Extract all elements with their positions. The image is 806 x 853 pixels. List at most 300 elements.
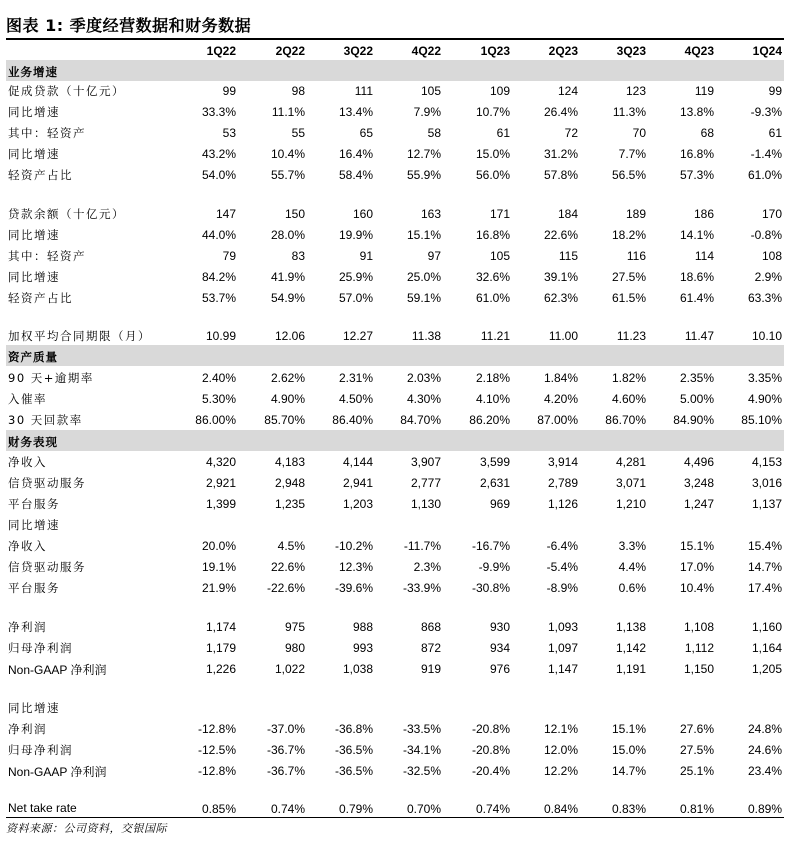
table-cell: 4,320 — [205, 455, 236, 469]
table-cell: 4.20% — [543, 392, 578, 406]
table-cell: 61.4% — [679, 291, 714, 305]
table-cell: 114 — [694, 249, 714, 263]
row-label: 净收入 — [8, 539, 47, 553]
table-cell: 976 — [489, 662, 510, 676]
table-cell: 16.4% — [338, 147, 373, 161]
table-cell: -34.1% — [402, 743, 441, 757]
table-cell: 98 — [291, 84, 305, 98]
table-cell: 26.4% — [543, 105, 578, 119]
table-cell: 3,907 — [410, 455, 441, 469]
table-cell: -12.8% — [197, 764, 236, 778]
row-label: Non-GAAP 净利润 — [8, 765, 107, 779]
table-cell: 147 — [215, 207, 236, 221]
table-cell: 59.1% — [406, 291, 441, 305]
table-cell: 15.0% — [611, 743, 646, 757]
table-cell: 86.00% — [195, 413, 236, 427]
table-cell: 14.7% — [611, 764, 646, 778]
table-cell: 18.2% — [611, 228, 646, 242]
table-cell: 4.4% — [618, 560, 646, 574]
table-row — [6, 143, 784, 164]
table-cell: 0.83% — [611, 802, 646, 816]
table-cell: -20.4% — [471, 764, 510, 778]
table-cell: 4.10% — [475, 392, 510, 406]
table-cell: 12.0% — [543, 743, 578, 757]
table-cell: 1,138 — [615, 620, 646, 634]
table-row — [6, 80, 784, 101]
table-cell: 1,179 — [205, 641, 236, 655]
table-cell: 54.0% — [201, 168, 236, 182]
table-cell: 72 — [564, 126, 578, 140]
section-header — [6, 60, 784, 81]
table-cell: 3,914 — [547, 455, 578, 469]
table-cell: 1.84% — [543, 371, 578, 385]
table-cell: 1,235 — [274, 497, 305, 511]
table-row — [6, 616, 784, 637]
table-cell: 12.7% — [406, 147, 441, 161]
row-label: 同比增速 — [8, 105, 60, 119]
table-cell: -9.9% — [478, 560, 510, 574]
table-cell: 4,144 — [342, 455, 373, 469]
table-cell: 84.70% — [400, 413, 441, 427]
section-title: 资产质量 — [8, 350, 58, 364]
table-cell: -12.5% — [197, 743, 236, 757]
table-cell: -6.4% — [546, 539, 578, 553]
row-label: 同比增速 — [8, 701, 60, 715]
table-cell: 14.7% — [747, 560, 782, 574]
table-cell: 124 — [557, 84, 578, 98]
row-label: 同比增速 — [8, 147, 60, 161]
table-cell: 97 — [427, 249, 441, 263]
table-cell: 2.9% — [754, 270, 782, 284]
table-row — [6, 577, 784, 598]
table-cell: 61.5% — [611, 291, 646, 305]
table-cell: 86.20% — [469, 413, 510, 427]
column-header-2q22: 2Q22 — [275, 44, 305, 58]
table-cell: 24.8% — [747, 722, 782, 736]
table-cell: 53.7% — [201, 291, 236, 305]
table-cell: 1,142 — [615, 641, 646, 655]
table-row — [6, 556, 784, 577]
table-cell: 15.0% — [475, 147, 510, 161]
table-cell: 39.1% — [543, 270, 578, 284]
table-cell: 43.2% — [201, 147, 236, 161]
table-cell: 12.3% — [338, 560, 373, 574]
table-row — [6, 122, 784, 143]
table-cell: 12.2% — [543, 764, 578, 778]
table-row — [6, 658, 784, 679]
table-row — [6, 493, 784, 514]
table-cell: 25.1% — [679, 764, 714, 778]
table-cell: 1,226 — [205, 662, 236, 676]
table-cell: 15.1% — [611, 722, 646, 736]
table-cell: 84.90% — [673, 413, 714, 427]
table-cell: 10.4% — [679, 581, 714, 595]
table-cell: 123 — [625, 84, 646, 98]
table-cell: 109 — [489, 84, 510, 98]
table-cell: 14.1% — [679, 228, 714, 242]
row-label: 净收入 — [8, 455, 47, 469]
table-cell: 2.03% — [406, 371, 441, 385]
table-cell: 1,399 — [205, 497, 236, 511]
table-row — [6, 224, 784, 245]
table-cell: 25.0% — [406, 270, 441, 284]
table-cell: 1,147 — [547, 662, 578, 676]
table-cell: 23.4% — [747, 764, 782, 778]
table-cell: 1,022 — [274, 662, 305, 676]
row-label: 30 天回款率 — [8, 413, 83, 427]
table-cell: 61.0% — [475, 291, 510, 305]
table-cell: 56.5% — [611, 168, 646, 182]
table-row — [6, 388, 784, 409]
table-cell: 17.4% — [747, 581, 782, 595]
table-cell: 16.8% — [475, 228, 510, 242]
table-cell: -9.3% — [750, 105, 782, 119]
table-cell: 15.1% — [406, 228, 441, 242]
table-cell: 3.3% — [618, 539, 646, 553]
table-cell: 934 — [489, 641, 510, 655]
table-cell: 0.79% — [338, 802, 373, 816]
table-cell: 2,948 — [274, 476, 305, 490]
table-cell: 2.40% — [201, 371, 236, 385]
table-cell: 44.0% — [201, 228, 236, 242]
table-cell: -33.5% — [402, 722, 441, 736]
table-cell: 11.47 — [684, 329, 714, 343]
section-header — [6, 430, 784, 451]
table-cell: 11.1% — [271, 105, 305, 119]
table-cell: 163 — [420, 207, 441, 221]
table-cell: -30.8% — [471, 581, 510, 595]
table-cell: 61.0% — [747, 168, 782, 182]
table-cell: 170 — [761, 207, 782, 221]
table-cell: -36.8% — [334, 722, 373, 736]
table-cell: 111 — [354, 84, 373, 98]
table-row — [6, 739, 784, 760]
row-label: 归母净利润 — [8, 641, 73, 655]
source-note: 资料来源：公司资料，交银国际 — [6, 822, 167, 835]
row-label: 轻资产占比 — [8, 291, 73, 305]
table-cell: 980 — [284, 641, 305, 655]
table-cell: 4,281 — [615, 455, 646, 469]
table-cell: 2,777 — [410, 476, 441, 490]
table-cell: 4.30% — [406, 392, 441, 406]
row-label: 90 天+逾期率 — [8, 371, 94, 385]
table-cell: -11.7% — [403, 539, 441, 553]
table-cell: 63.3% — [747, 291, 782, 305]
table-cell: -36.7% — [266, 764, 305, 778]
table-cell: 4.5% — [277, 539, 305, 553]
section-header — [6, 345, 784, 366]
table-cell: 99 — [768, 84, 782, 98]
table-cell: 1,130 — [410, 497, 441, 511]
row-label: 其中：轻资产 — [8, 249, 86, 263]
row-label: 信贷驱动服务 — [8, 560, 86, 574]
row-label: 平台服务 — [8, 581, 60, 595]
table-cell: -36.7% — [266, 743, 305, 757]
table-cell: 1,150 — [683, 662, 714, 676]
table-cell: 0.81% — [679, 802, 714, 816]
table-cell: 0.89% — [747, 802, 782, 816]
table-cell: 5.00% — [679, 392, 714, 406]
table-cell: 19.1% — [201, 560, 236, 574]
row-label: 同比增速 — [8, 518, 60, 532]
table-cell: 3,248 — [683, 476, 714, 490]
table-cell: 2,941 — [342, 476, 373, 490]
table-cell: 2.31% — [338, 371, 373, 385]
table-row — [6, 287, 784, 308]
table-cell: 27.5% — [679, 743, 714, 757]
row-label: 同比增速 — [8, 228, 60, 242]
table-cell: -20.8% — [471, 743, 510, 757]
table-cell: -39.6% — [334, 581, 373, 595]
table-row — [6, 472, 784, 493]
table-cell: 55.9% — [406, 168, 441, 182]
table-cell: 22.6% — [543, 228, 578, 242]
table-cell: 1,203 — [342, 497, 373, 511]
table-row — [6, 718, 784, 739]
table-cell: 4,153 — [751, 455, 782, 469]
table-row — [6, 325, 784, 346]
row-label: 其中：轻资产 — [8, 126, 86, 140]
table-cell: 57.8% — [543, 168, 578, 182]
table-row — [6, 203, 784, 224]
table-cell: 0.74% — [475, 802, 510, 816]
table-cell: 87.00% — [537, 413, 578, 427]
table-cell: 1,205 — [751, 662, 782, 676]
table-cell: 2,921 — [205, 476, 236, 490]
table-cell: 116 — [626, 249, 646, 263]
table-cell: 54.9% — [270, 291, 305, 305]
table-cell: 0.74% — [270, 802, 305, 816]
table-cell: 24.6% — [747, 743, 782, 757]
column-header-1q23: 1Q23 — [480, 44, 510, 58]
table-cell: 62.3% — [543, 291, 578, 305]
table-row — [6, 245, 784, 266]
table-cell: 186 — [693, 207, 714, 221]
table-cell: -5.4% — [546, 560, 578, 574]
table-cell: 2.3% — [413, 560, 441, 574]
table-row — [6, 266, 784, 287]
table-cell: 0.70% — [406, 802, 441, 816]
table-cell: 10.4% — [270, 147, 305, 161]
table-row — [6, 409, 784, 430]
table-row — [6, 535, 784, 556]
table-cell: 27.5% — [611, 270, 646, 284]
table-cell: 105 — [489, 249, 510, 263]
table-row — [6, 367, 784, 388]
table-cell: 12.06 — [274, 329, 305, 343]
table-cell: -22.6% — [266, 581, 305, 595]
table-cell: 91 — [359, 249, 373, 263]
table-cell: 85.70% — [264, 413, 305, 427]
row-label: 归母净利润 — [8, 743, 73, 757]
table-cell: 2.18% — [475, 371, 510, 385]
table-cell: 4.90% — [270, 392, 305, 406]
table-cell: 3,016 — [751, 476, 782, 490]
row-label: 净利润 — [8, 722, 47, 736]
table-cell: 10.10 — [751, 329, 782, 343]
table-cell: 1,137 — [751, 497, 782, 511]
table-row — [6, 697, 784, 718]
table-cell: 4,496 — [683, 455, 714, 469]
table-cell: 115 — [558, 249, 578, 263]
table-cell: 1,038 — [342, 662, 373, 676]
table-cell: 56.0% — [475, 168, 510, 182]
table-cell: 86.40% — [332, 413, 373, 427]
table-cell: 83 — [291, 249, 305, 263]
table-cell: 189 — [625, 207, 646, 221]
table-cell: 4.60% — [611, 392, 646, 406]
table-cell: 41.9% — [270, 270, 305, 284]
table-cell: 13.8% — [679, 105, 714, 119]
table-cell: 32.6% — [475, 270, 510, 284]
row-label: 同比增速 — [8, 270, 60, 284]
table-cell: 79 — [222, 249, 236, 263]
table-cell: 27.6% — [679, 722, 714, 736]
table-cell: 108 — [761, 249, 782, 263]
section-title: 业务增速 — [8, 65, 58, 79]
table-cell: 4.50% — [338, 392, 373, 406]
table-row — [6, 637, 784, 658]
table-cell: -36.5% — [334, 764, 373, 778]
table-cell: 5.30% — [201, 392, 236, 406]
table-cell: 58.4% — [338, 168, 373, 182]
table-cell: 99 — [222, 84, 236, 98]
table-cell: 2,631 — [479, 476, 510, 490]
table-cell: 1,191 — [615, 662, 646, 676]
table-cell: -16.7% — [471, 539, 510, 553]
table-cell: 969 — [489, 497, 510, 511]
row-label: Net take rate — [8, 801, 77, 815]
table-cell: 7.9% — [413, 105, 441, 119]
table-cell: 1,126 — [547, 497, 578, 511]
table-cell: 3.35% — [747, 371, 782, 385]
table-cell: 3,599 — [479, 455, 510, 469]
table-row — [6, 514, 784, 535]
table-cell: 4,183 — [274, 455, 305, 469]
table-cell: 1,174 — [205, 620, 236, 634]
table-cell: 975 — [284, 620, 305, 634]
table-cell: 105 — [420, 84, 441, 98]
row-label: Non-GAAP 净利润 — [8, 663, 107, 677]
table-cell: 85.10% — [741, 413, 782, 427]
table-cell: 21.9% — [201, 581, 236, 595]
column-header-4q22: 4Q22 — [411, 44, 441, 58]
table-cell: 58 — [427, 126, 441, 140]
table-cell: 119 — [694, 84, 714, 98]
table-cell: -33.9% — [402, 581, 441, 595]
row-label: 净利润 — [8, 620, 47, 634]
table-cell: 16.8% — [679, 147, 714, 161]
table-cell: 17.0% — [679, 560, 714, 574]
table-cell: 0.84% — [543, 802, 578, 816]
table-cell: 55.7% — [270, 168, 305, 182]
row-label: 促成贷款（十亿元） — [8, 84, 125, 98]
table-cell: 31.2% — [543, 147, 578, 161]
table-cell: 868 — [420, 620, 441, 634]
row-label: 轻资产占比 — [8, 168, 73, 182]
table-cell: 2,789 — [547, 476, 578, 490]
table-cell: 0.85% — [201, 802, 236, 816]
table-cell: 1,093 — [547, 620, 578, 634]
table-cell: 11.38 — [411, 329, 441, 343]
table-cell: 53 — [222, 126, 236, 140]
table-cell: 33.3% — [201, 105, 236, 119]
table-cell: -20.8% — [471, 722, 510, 736]
table-cell: 57.3% — [679, 168, 714, 182]
table-cell: 1,160 — [751, 620, 782, 634]
table-cell: -12.8% — [197, 722, 236, 736]
row-label: 平台服务 — [8, 497, 60, 511]
table-cell: 86.70% — [605, 413, 646, 427]
table-cell: 919 — [420, 662, 441, 676]
table-cell: 930 — [489, 620, 510, 634]
table-cell: 20.0% — [201, 539, 236, 553]
column-header-1q24: 1Q24 — [752, 44, 782, 58]
table-cell: -37.0% — [266, 722, 305, 736]
table-cell: 25.9% — [338, 270, 373, 284]
table-cell: -36.5% — [334, 743, 373, 757]
table-cell: 11.21 — [480, 329, 510, 343]
table-row — [6, 760, 784, 781]
table-cell: 12.27 — [342, 329, 373, 343]
table-cell: 61 — [496, 126, 510, 140]
row-label: 加权平均合同期限（月） — [8, 329, 151, 343]
row-label: 贷款余额（十亿元） — [8, 207, 125, 221]
table-cell: 1.82% — [611, 371, 646, 385]
table-cell: 10.7% — [475, 105, 510, 119]
table-cell: 22.6% — [270, 560, 305, 574]
column-header-2q23: 2Q23 — [548, 44, 578, 58]
table-cell: 1,108 — [683, 620, 714, 634]
table-cell: 18.6% — [679, 270, 714, 284]
table-cell: -8.9% — [546, 581, 578, 595]
table-cell: 1,247 — [683, 497, 714, 511]
table-cell: 0.6% — [618, 581, 646, 595]
column-header-row — [6, 39, 784, 61]
table-cell: 55 — [291, 126, 305, 140]
table-cell: 171 — [489, 207, 510, 221]
table-cell: 993 — [352, 641, 373, 655]
table-cell: 3,071 — [615, 476, 646, 490]
table-cell: 1,097 — [547, 641, 578, 655]
column-header-3q23: 3Q23 — [616, 44, 646, 58]
row-label: 信贷驱动服务 — [8, 476, 86, 490]
table-cell: 28.0% — [270, 228, 305, 242]
table-cell: 65 — [359, 126, 373, 140]
table-cell: -32.5% — [402, 764, 441, 778]
table-cell: 19.9% — [338, 228, 373, 242]
table-row — [6, 798, 784, 819]
table-cell: 15.4% — [747, 539, 782, 553]
table-cell: 57.0% — [338, 291, 373, 305]
row-label: 入催率 — [8, 392, 47, 406]
column-header-1q22: 1Q22 — [206, 44, 236, 58]
table-cell: 70 — [632, 126, 646, 140]
table-row — [6, 164, 784, 185]
table-row — [6, 451, 784, 472]
table-cell: 10.99 — [205, 329, 236, 343]
table-cell: 11.23 — [616, 329, 646, 343]
table-cell: 2.35% — [679, 371, 714, 385]
column-header-3q22: 3Q22 — [343, 44, 373, 58]
section-title: 财务表现 — [8, 435, 58, 449]
table-cell: 1,112 — [684, 641, 714, 655]
table-cell: 7.7% — [618, 147, 646, 161]
table-cell: -10.2% — [334, 539, 373, 553]
column-header-4q23: 4Q23 — [684, 44, 714, 58]
table-cell: 988 — [352, 620, 373, 634]
table-cell: 13.4% — [338, 105, 373, 119]
